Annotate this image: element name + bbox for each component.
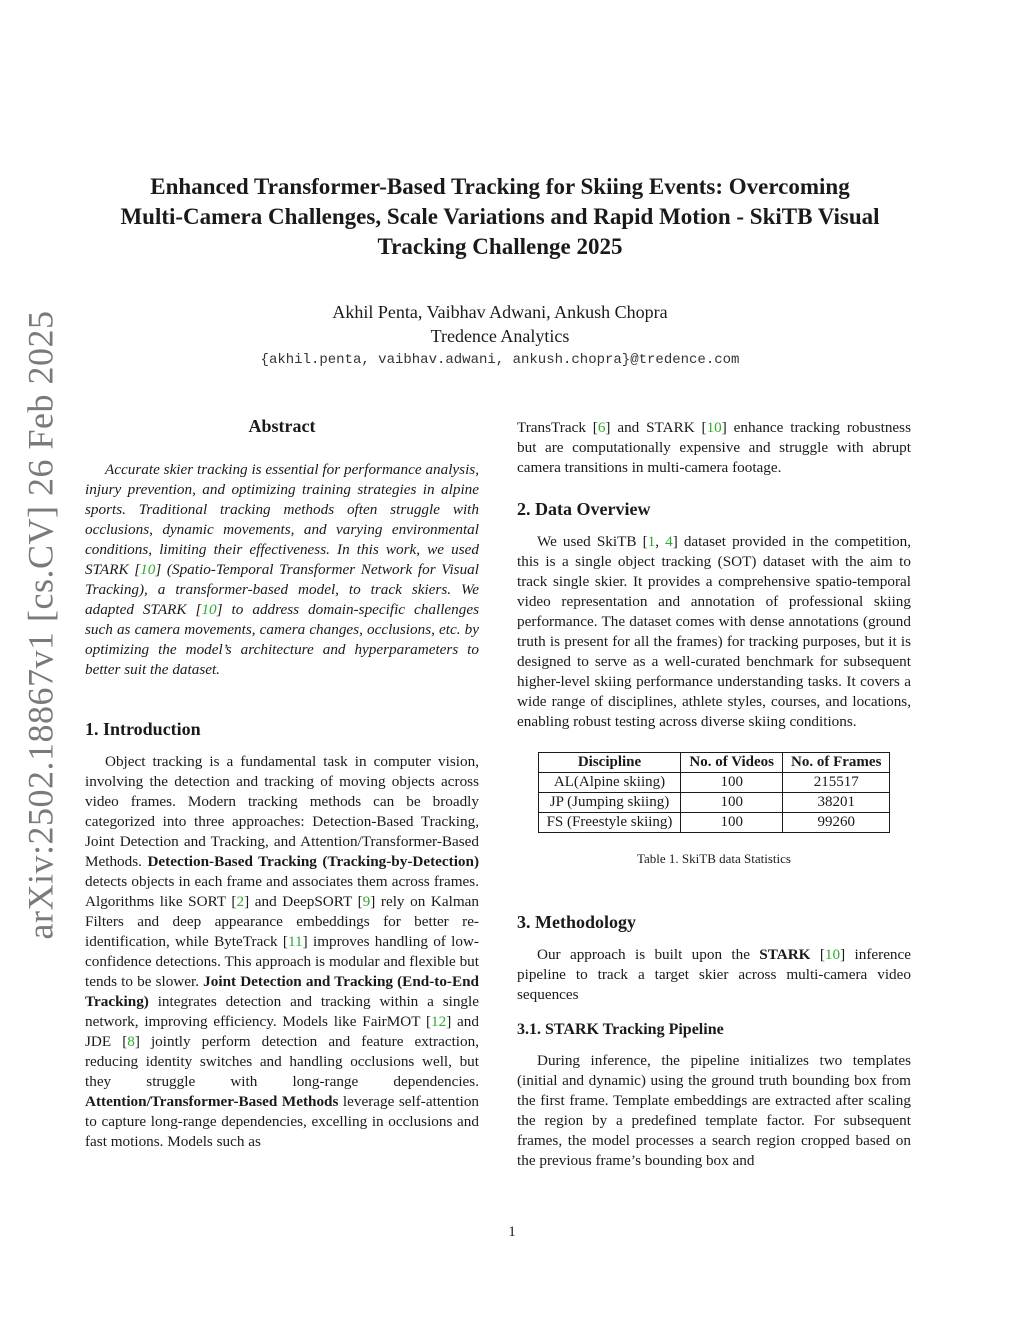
table-cell: FS (Freestyle skiing) [538, 813, 681, 833]
table-cell: 38201 [783, 793, 890, 813]
table-row [538, 813, 890, 833]
citation-link[interactable]: 4 [665, 533, 673, 550]
table-cell: 99260 [783, 813, 890, 833]
section-heading-methodology: 3. Methodology [517, 912, 636, 932]
section-heading-introduction: 1. Introduction [85, 719, 201, 739]
table-row [538, 773, 890, 793]
author-block [200, 300, 800, 372]
arxiv-stamp [12, 310, 68, 940]
citation-link[interactable]: 12 [431, 1013, 447, 1030]
table-header-row [538, 753, 890, 773]
right-column [517, 418, 911, 1171]
citation-link[interactable]: 10 [706, 419, 722, 436]
introduction-text: Object tracking is a fundamental task in computer vision, involving the detection and tracking of moving objects across video frames. Modern tracking methods can be broadly categorized into three approaches: Detection-Based Tracking, Joint Detection and Tracking, and Attention/Transformer-Based Methods. Detection-Based Tracking (Tracking-by-Detection) detects objects in each frame and associates them across frames. Algorithms like SORT [2] and DeepSORT [9] rely on Kalman Filters and deep appearance embeddings for better re-identification, while ByteTrack [11] improves handling of low-confidence detections. This approach is modular and flexible but tends to be slower. Joint Detection and Tracking (End-to-End Tracking) integrates detection and tracking within a single network, improving efficiency. Models like FairMOT [12] and JDE [8] jointly perform detection and feature extraction, reducing identity switches and handling occlusions well, but they struggle with long-range dependencies. Attention/Transformer-Based Methods leverage self-attention to capture long-range dependencies, excelling in occlusions and fast motions. Models such as [85, 753, 480, 1150]
table-cell: JP (Jumping skiing) [538, 793, 681, 813]
data-overview-text: We used SkiTB [1, 4] dataset provided in the competition, this is a single object tracking (SOT) dataset with the aim to track single skier. It provides a comprehensive spatio-temporal video representation and annotation of professional skiing performance. The dataset comes with dense annotations (ground truth is present for all the frames) for tracking purposes, but it is designed to serve as a well-curated benchmark for subsequent higher-level skiing performance understanding tasks. It covers a wide range of disciplines, athlete styles, courses, and locations, enabling robust testing across diverse skiing conditions. [517, 533, 911, 730]
subsection-heading-stark-pipeline: 3.1. STARK Tracking Pipeline [517, 1021, 724, 1038]
citation-link[interactable]: 11 [288, 933, 303, 950]
citation-link[interactable]: 1 [647, 533, 656, 550]
section-heading-data-overview: 2. Data Overview [517, 499, 651, 519]
citation-link[interactable]: 10 [140, 561, 156, 578]
table-caption: Table 1. SkiTB data Statistics [637, 851, 791, 866]
title-line: Tracking Challenge 2025 [377, 234, 623, 259]
table-cell: 100 [681, 793, 783, 813]
left-column [85, 416, 479, 1152]
abstract-heading: Abstract [248, 416, 316, 436]
citation-link[interactable]: 2 [236, 893, 245, 910]
author-names: Akhil Penta, Vaibhav Adwani, Ankush Chopra [332, 302, 668, 322]
arxiv-stamp-text: arXiv:2502.18867v1 [cs.CV] 26 Feb 2025 [20, 310, 61, 940]
table-header-cell: No. of Frames [783, 753, 890, 773]
table-cell: 215517 [783, 773, 890, 793]
table-header-cell: Discipline [538, 753, 681, 773]
abstract-text: Accurate skier tracking is essential for performance analysis, injury prevention, and optimizing training strategies in alpine sports. Traditional tracking methods often struggle with occlusions, dynamic movements, and varying environmental conditions, limiting their effectiveness. In this work, we used STARK [10] (Spatio-Temporal Transformer Network for Visual Tracking), a transformer-based model, to track skiers. We adapted STARK [10] to address domain-specific challenges such as camera movements, camera changes, occlusions, etc. by optimizing the model’s architecture and hyperparameters to better suit the dataset. [85, 461, 479, 678]
title-line: Multi-Camera Challenges, Scale Variations and Rapid Motion - SkiTB Visual [120, 204, 880, 229]
table-header-cell: No. of Videos [681, 753, 783, 773]
citation-link[interactable]: 10 [201, 601, 217, 618]
table-cell: 100 [681, 773, 783, 793]
table-cell: 100 [681, 813, 783, 833]
table-row [538, 793, 890, 813]
citation-link[interactable]: 10 [824, 946, 841, 963]
title-line: Enhanced Transformer-Based Tracking for Skiing Events: Overcoming [150, 174, 850, 199]
author-emails: {akhil.penta, vaibhav.adwani, ankush.chopra}@tredence.com [260, 352, 740, 368]
paper-title [90, 172, 910, 262]
citation-link[interactable]: 6 [597, 419, 606, 436]
intro-continuation-text: TransTrack [6] and STARK [10] enhance tracking robustness but are computationally expensive and struggle with abrupt camera transitions in multi-camera footage. [517, 419, 911, 476]
affiliation: Tredence Analytics [430, 326, 570, 346]
citation-link[interactable]: 9 [362, 893, 371, 910]
methodology-text: Our approach is built upon the STARK [10] inference pipeline to track a target skier across multi-camera video sequences [517, 946, 912, 1003]
table-cell: AL(Alpine skiing) [538, 773, 681, 793]
data-statistics-table [538, 752, 891, 833]
page-number: 1 [508, 1224, 516, 1240]
citation-link[interactable]: 8 [127, 1033, 135, 1050]
stark-pipeline-text: During inference, the pipeline initializes two templates (initial and dynamic) using the ground truth bounding box from the first frame. Template embeddings are extracted after scaling the region by a predefined template factor. For subsequent frames, the model processes a search region cropped based on the previous frame’s bounding box and [517, 1052, 911, 1169]
